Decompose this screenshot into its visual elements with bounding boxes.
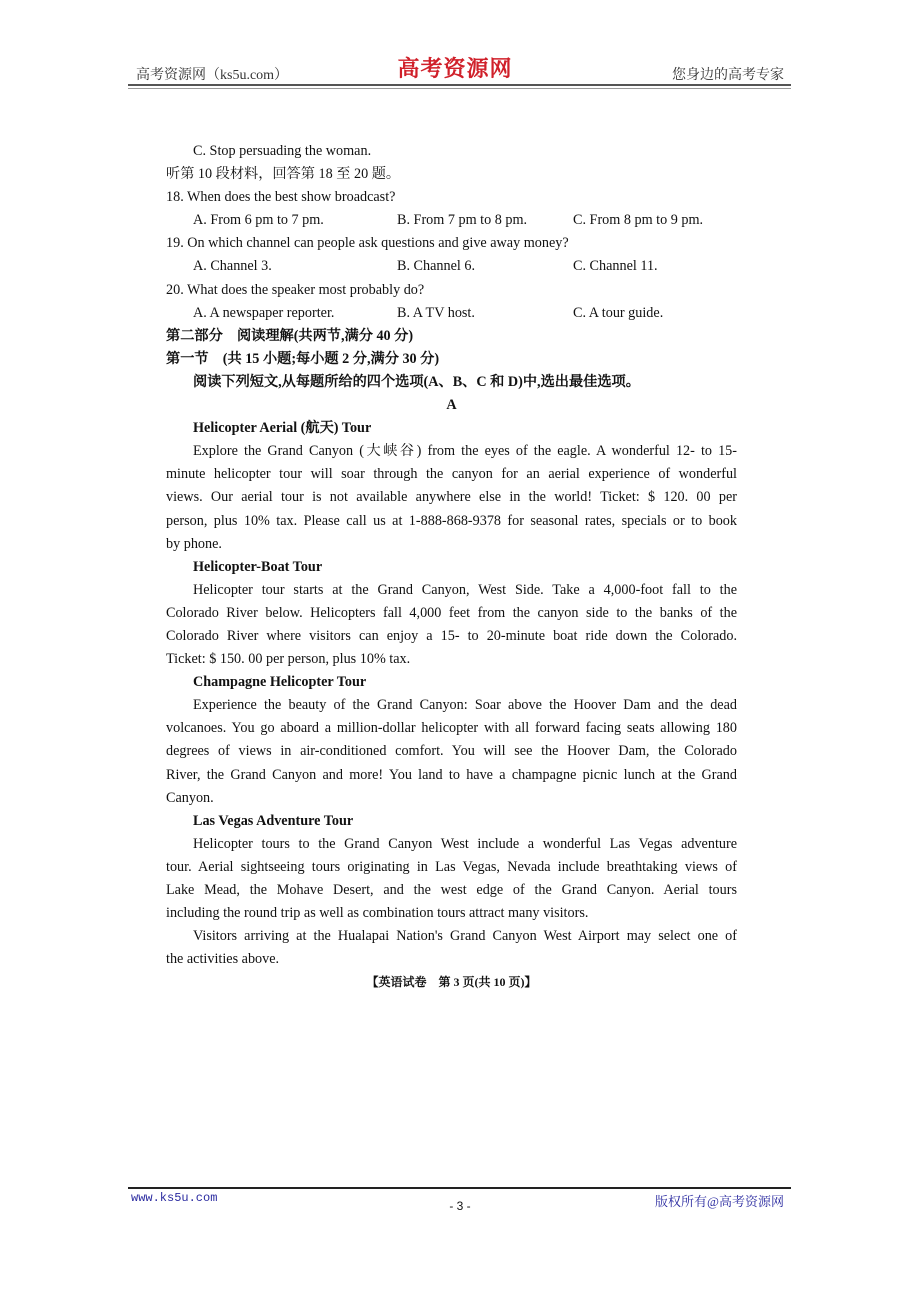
paragraph-line: Colorado River below. Helicopters fall 4,000 feet from the canyon side to the banks of the — [166, 604, 737, 621]
section-title: 第一节 (共 15 小题;每小题 2 分,满分 30 分) — [166, 350, 440, 367]
passage — [166, 417, 737, 971]
paragraph-line: Experience the beauty of the Grand Canyon: Soar above the Hoover Dam and the dead — [193, 697, 737, 714]
answer-option: B. A TV host. — [397, 304, 475, 321]
header-divider — [128, 84, 791, 89]
section-intro: 听第 10 段材料，回答第 18 至 20 题。 — [166, 166, 401, 183]
paragraph-line: including the round trip as well as combination tours attract many visitors. — [166, 905, 589, 922]
paragraph-line: Explore the Grand Canyon (大峡谷) from the eyes of the eagle. A wonderful 12- to 15- — [193, 443, 737, 460]
paragraph-line: Helicopter tours to the Grand Canyon West include a wonderful Las Vegas adventure — [193, 835, 737, 852]
question-text: 18. When does the best show broadcast? — [166, 189, 396, 206]
paragraph-line: tour. Aerial sightseeing tours originating in Las Vegas, Nevada include breathtaking views of — [166, 858, 737, 875]
site-logo: 高考资源网 — [397, 56, 513, 82]
page-number: - 3 - — [449, 1199, 471, 1213]
paragraph-line: degrees of views in air-conditioned comfort. You will see the Hoover Dam, the Colorado — [166, 743, 737, 760]
answer-option: A. A newspaper reporter. — [193, 304, 335, 321]
paragraph-line: Lake Mead, the Mohave Desert, and the west edge of the Grand Canyon. Aerial tours — [166, 882, 737, 898]
answer-option: A. Channel 3. — [193, 258, 272, 275]
paragraph-line: Canyon. — [166, 789, 214, 806]
footer-url[interactable]: www.ks5u.com — [131, 1191, 218, 1205]
paragraph-line: Visitors arriving at the Hualapai Nation's Grand Canyon West Airport may select one of — [193, 928, 737, 945]
question-options — [166, 255, 737, 278]
answer-option: C. A tour guide. — [573, 304, 664, 321]
previous-option: C. Stop persuading the woman. — [193, 143, 372, 159]
paragraph-line: River, the Grand Canyon and more! You land to have a champagne picnic lunch at the Grand — [166, 766, 737, 783]
paragraph-line: views. Our aerial tour is not available anywhere else in the world! Ticket: $ 120. 00 per — [166, 489, 737, 506]
tour-heading: Champagne Helicopter Tour — [193, 674, 367, 691]
paragraph-line: the activities above. — [166, 951, 280, 968]
paragraph-line: Ticket: $ 150. 00 per person, plus 10% tax. — [166, 651, 411, 668]
question-text: 20. What does the speaker most probably do? — [166, 281, 425, 298]
answer-option: B. Channel 6. — [397, 258, 476, 275]
paragraph-line: volcanoes. You go aboard a million-dollar helicopter with all forward facing seats allowing 180 — [166, 720, 737, 737]
tour-heading: Las Vegas Adventure Tour — [193, 812, 354, 829]
document-body — [166, 140, 737, 994]
question-text: 19. On which channel can people ask questions and give away money? — [166, 235, 569, 252]
question-options — [166, 209, 737, 232]
answer-option: C. From 8 pm to 9 pm. — [573, 212, 704, 229]
tour-heading: Helicopter Aerial (航天) Tour — [193, 420, 372, 437]
exam-page-footer: 【英语试卷 第 3 页(共 10 页)】 — [366, 975, 537, 990]
tour-heading: Helicopter-Boat Tour — [193, 558, 323, 575]
part-title: 第二部分 阅读理解(共两节,满分 40 分) — [166, 327, 414, 344]
question-list — [166, 186, 737, 325]
answer-option: C. Channel 11. — [573, 258, 658, 275]
paragraph-line: Colorado River where visitors can enjoy a 15- to 20-minute boat ride down the Colorado. — [166, 627, 737, 644]
footer-copyright: 版权所有@高考资源网 — [655, 1194, 784, 1209]
paragraph-line: minute helicopter tour will soar through the canyon for an aerial experience of wonderful — [166, 466, 737, 483]
header-slogan: 您身边的高考专家 — [672, 68, 784, 83]
paragraph-line: Helicopter tour starts at the Grand Canyon, West Side. Take a 4,000-foot fall to the — [193, 581, 737, 598]
paragraph-line: person, plus 10% tax. Please call us at 1-888-868-9378 for seasonal rates, specials or to book — [166, 512, 737, 529]
question-options — [166, 302, 737, 325]
paragraph-line: by phone. — [166, 535, 222, 552]
answer-option: B. From 7 pm to 8 pm. — [397, 212, 528, 229]
instruction: 阅读下列短文,从每题所给的四个选项(A、B、C 和 D)中,选出最佳选项。 — [193, 373, 640, 390]
header-site-name: 高考资源网（ks5u.com） — [136, 68, 289, 83]
answer-option: A. From 6 pm to 7 pm. — [193, 212, 324, 229]
passage-label: A — [446, 397, 457, 414]
footer-divider — [128, 1187, 791, 1189]
